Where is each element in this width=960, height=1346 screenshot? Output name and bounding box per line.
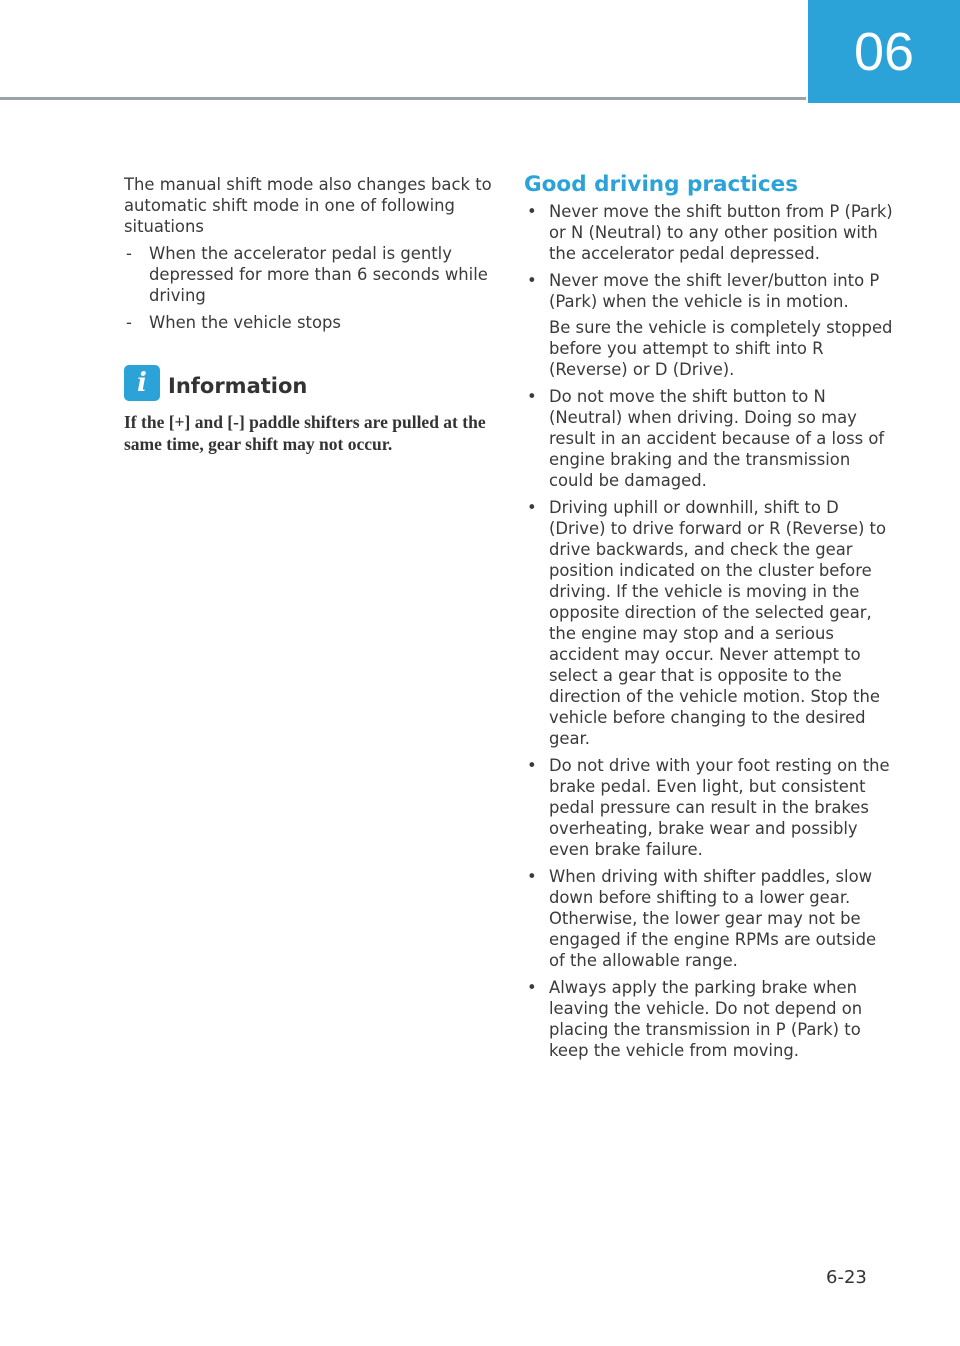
header-rule: [0, 97, 806, 100]
info-icon: [124, 365, 160, 401]
list-item: [524, 977, 894, 1061]
list-item-text: Do not drive with your foot resting on the brake pedal. Even light, but consistent pedal pressure can result in the brakes overheating, brake wear and possibly even brake failure.: [549, 756, 890, 859]
info-icon-glyph: i: [137, 368, 147, 398]
bullet-mark: •: [527, 387, 537, 406]
list-item: [524, 270, 894, 380]
list-item: [124, 243, 494, 306]
list-item-text: Do not move the shift button to N (Neutral) when driving. Doing so may result in an accident because of a loss of engine braking and the transmission could be damaged.: [549, 387, 885, 490]
section-title: Good driving practices: [524, 172, 799, 197]
information-title: Information: [168, 374, 308, 398]
list-item-text: When the vehicle stops: [149, 313, 341, 332]
list-item: [524, 866, 894, 971]
dash-mark: -: [126, 244, 132, 263]
list-item-text: When driving with shifter paddles, slow down before shifting to a lower gear. Otherwise, the lower gear may not be engaged if the engine RPMs are outside of the allowable range.: [549, 867, 877, 970]
bullet-mark: •: [527, 756, 537, 775]
practices-list: [524, 201, 894, 1061]
dash-mark: -: [126, 313, 132, 332]
left-column: [124, 174, 494, 455]
information-header: [124, 365, 494, 401]
bullet-mark: •: [527, 498, 537, 517]
bullet-mark: •: [527, 271, 537, 290]
list-item-text: Driving uphill or downhill, shift to D (Drive) to drive forward or R (Reverse) to drive backwards, and check the gear position indicated on the cluster before driving. If the vehicle is moving in the opposite direction of the selected gear, the engine may stop and a serious accident may occur. Never attempt to select a gear that is opposite to the direction of the vehicle motion. Stop the vehicle before changing to the desired gear.: [549, 498, 887, 748]
list-item: [524, 386, 894, 491]
right-column: [524, 172, 894, 1067]
list-item: [524, 497, 894, 749]
list-item-text: Never move the shift button from P (Park) or N (Neutral) to any other position with the accelerator pedal depressed.: [549, 202, 893, 263]
list-item-text: When the accelerator pedal is gently depressed for more than 6 seconds while driving: [149, 244, 488, 305]
list-item: [524, 755, 894, 860]
list-item-note: Be sure the vehicle is completely stopped before you attempt to shift into R (Reverse) or D (Drive).: [549, 318, 893, 379]
list-item-text: Always apply the parking brake when leaving the vehicle. Do not depend on placing the transmission in P (Park) to keep the vehicle from moving.: [549, 978, 863, 1060]
page-number: 6-23: [826, 1267, 867, 1288]
bullet-mark: •: [527, 978, 537, 997]
information-body: If the [+] and [-] paddle shifters are pulled at the same time, gear shift may not occur.: [124, 412, 486, 454]
list-item-text: Never move the shift lever/button into P (Park) when the vehicle is in motion.: [549, 271, 880, 311]
bullet-mark: •: [527, 202, 537, 221]
intro-paragraph: The manual shift mode also changes back to automatic shift mode in one of following situations: [124, 175, 492, 236]
list-item: [124, 312, 494, 333]
situation-list: [124, 243, 494, 333]
chapter-tab: 06: [808, 0, 960, 103]
bullet-mark: •: [527, 867, 537, 886]
list-item: [524, 201, 894, 264]
